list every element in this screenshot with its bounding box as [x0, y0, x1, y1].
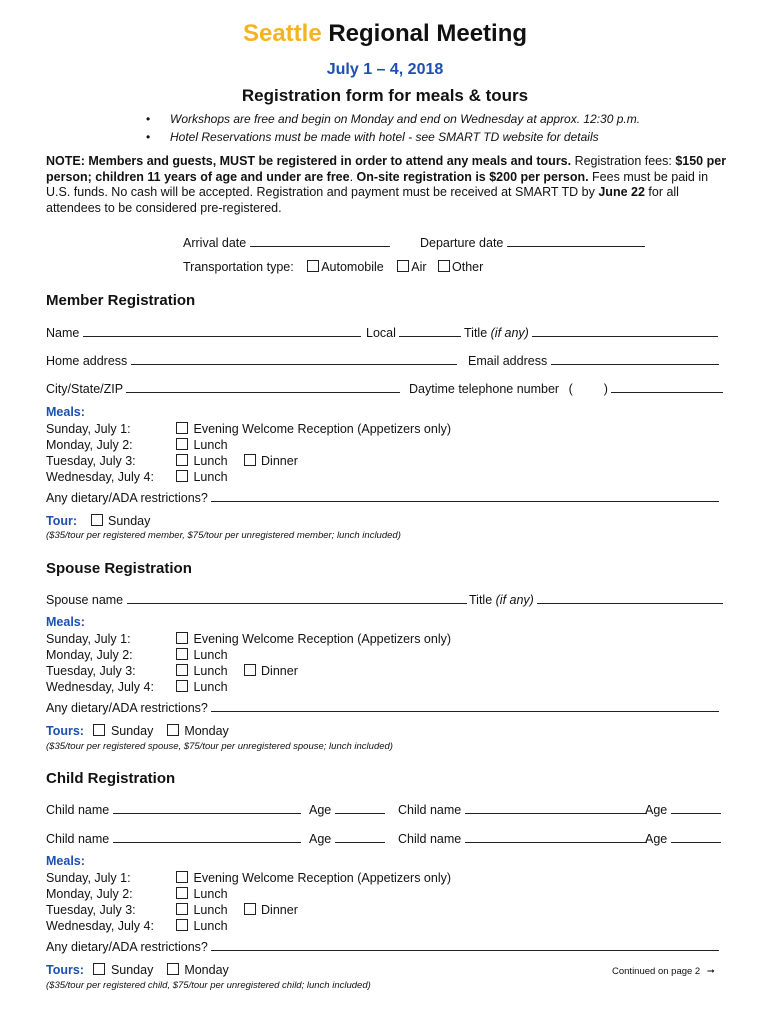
home-address-field: Home address — [46, 352, 457, 368]
child-age-input-1[interactable] — [335, 801, 385, 814]
spouse-meals-table: Sunday, July 1: Evening Welcome Reception (Appetizers only) Monday, July 2: Lunch Tuesday, July 3: Lunch Dinner Wednesday, July 4: Lunch — [46, 632, 452, 694]
transportation-field: Transportation type: Automobile Air Other — [183, 260, 484, 274]
member-meals-heading: Meals: — [46, 405, 85, 419]
spouse-name-field: Spouse name — [46, 591, 467, 607]
member-dietary-input[interactable] — [211, 489, 719, 502]
child-name-field-1: Child name — [46, 801, 301, 817]
form-subtitle: Registration form for meals & tours — [241, 86, 529, 105]
child-tour-monday-checkbox[interactable] — [167, 963, 179, 975]
spouse-tour-monday-checkbox[interactable] — [167, 724, 179, 736]
child-tour-sunday-checkbox[interactable] — [93, 963, 105, 975]
spouse-name-input[interactable] — [127, 591, 467, 604]
email-input[interactable] — [551, 352, 719, 365]
bullet-item: • Hotel Reservations must be made with hotel - see SMART TD website for details — [146, 130, 599, 144]
child-dietary-input[interactable] — [211, 938, 719, 951]
spouse-title-input[interactable] — [537, 591, 723, 604]
child-name-input-2[interactable] — [465, 801, 647, 814]
member-registration-heading: Member Registration — [46, 292, 196, 309]
member-title-field: Title (if any) — [464, 324, 718, 340]
info-bullets — [146, 110, 640, 146]
child-meals-table: Sunday, July 1: Evening Welcome Reception (Appetizers only) Monday, July 2: Lunch Tuesday, July 3: Lunch Dinner Wednesday, July 4: Lunch — [46, 871, 452, 933]
child-registration-heading: Child Registration — [46, 770, 176, 787]
city-state-zip-input[interactable] — [126, 380, 400, 393]
member-tuesday-dinner-checkbox[interactable] — [244, 454, 256, 466]
member-name-field: Name — [46, 324, 361, 340]
member-title-input[interactable] — [532, 324, 718, 337]
child-meals-heading: Meals: — [46, 854, 85, 868]
child-name-field-4: Child name — [398, 830, 647, 846]
child-tuesday-dinner-checkbox[interactable] — [244, 903, 256, 915]
spouse-tuesday-dinner-checkbox[interactable] — [244, 664, 256, 676]
child-monday-lunch-checkbox[interactable] — [176, 887, 188, 899]
spouse-dietary-field: Any dietary/ADA restrictions? — [46, 699, 719, 715]
member-local-field: Local — [366, 324, 461, 340]
home-address-input[interactable] — [131, 352, 457, 365]
email-field: Email address — [468, 352, 719, 368]
child-age-input-4[interactable] — [671, 830, 721, 843]
spouse-tours-row: Tours: Sunday Monday — [46, 724, 229, 738]
spouse-tuesday-lunch-checkbox[interactable] — [176, 664, 188, 676]
child-tuesday-lunch-checkbox[interactable] — [176, 903, 188, 915]
spouse-meals-heading: Meals: — [46, 615, 85, 629]
spouse-sunday-reception-checkbox[interactable] — [176, 632, 188, 644]
child-wednesday-lunch-checkbox[interactable] — [176, 919, 188, 931]
spouse-tour-note: ($35/tour per registered spouse, $75/tour per unregistered spouse; lunch included) — [46, 741, 393, 752]
spouse-wednesday-lunch-checkbox[interactable] — [176, 680, 188, 692]
spouse-registration-heading: Spouse Registration — [46, 560, 192, 577]
spouse-dietary-input[interactable] — [211, 699, 719, 712]
child-age-input-3[interactable] — [335, 830, 385, 843]
member-tuesday-lunch-checkbox[interactable] — [176, 454, 188, 466]
spouse-monday-lunch-checkbox[interactable] — [176, 648, 188, 660]
child-age-field-2: Age — [645, 801, 721, 817]
child-dietary-field: Any dietary/ADA restrictions? — [46, 938, 719, 954]
child-name-field-2: Child name — [398, 801, 647, 817]
member-dietary-field: Any dietary/ADA restrictions? — [46, 489, 719, 505]
child-age-field-3: Age — [309, 830, 385, 846]
child-age-field-4: Age — [645, 830, 721, 846]
child-tour-note: ($35/tour per registered child, $75/tour per unregistered child; lunch included) — [46, 980, 371, 991]
departure-date-input[interactable] — [507, 234, 645, 247]
member-tour-sunday-checkbox[interactable] — [91, 514, 103, 526]
departure-date-field: Departure date — [420, 234, 645, 250]
page-title: Seattle Regional Meeting — [242, 20, 528, 47]
child-name-field-3: Child name — [46, 830, 301, 846]
arrow-right-icon: ➞ — [706, 966, 715, 977]
member-meals-table: Sunday, July 1: Evening Welcome Reception (Appetizers only) Monday, July 2: Lunch Tuesday, July 3: Lunch Dinner Wednesday, July 4: Lunch — [46, 422, 452, 484]
air-checkbox[interactable] — [397, 260, 409, 272]
spouse-title-field: Title (if any) — [469, 591, 723, 607]
member-sunday-reception-checkbox[interactable] — [176, 422, 188, 434]
child-tours-row: Tours: Sunday Monday — [46, 963, 229, 977]
other-checkbox[interactable] — [438, 260, 450, 272]
member-tour-note: ($35/tour per registered member, $75/tour per unregistered member; lunch included) — [46, 530, 401, 541]
bullet-item: • Workshops are free and begin on Monday and end on Wednesday at approx. 12:30 p.m. — [146, 112, 641, 126]
registration-note: NOTE: Members and guests, MUST be registered in order to attend any meals and tours. Registration fees: $150 per person; children 11 years of age and under are free. On-site registration is $200 per person. Fees must be paid in U.S. funds. No cash will be accepted. Registration and payment must be received at SMART TD by June 22 for all attendees to be considered pre-registered. — [46, 154, 727, 215]
child-age-field-1: Age — [309, 801, 385, 817]
phone-number-input[interactable] — [611, 380, 723, 393]
city-state-zip-field: City/State/ZIP — [46, 380, 400, 396]
automobile-checkbox[interactable] — [307, 260, 319, 272]
child-sunday-reception-checkbox[interactable] — [176, 871, 188, 883]
member-wednesday-lunch-checkbox[interactable] — [176, 470, 188, 482]
member-monday-lunch-checkbox[interactable] — [176, 438, 188, 450]
child-name-input-4[interactable] — [465, 830, 647, 843]
child-name-input-1[interactable] — [113, 801, 301, 814]
daytime-phone-field: Daytime telephone number ( ) — [409, 380, 723, 396]
child-age-input-2[interactable] — [671, 801, 721, 814]
arrival-date-field: Arrival date — [183, 234, 390, 250]
event-dates: July 1 – 4, 2018 — [326, 61, 444, 78]
member-name-input[interactable] — [83, 324, 361, 337]
member-local-input[interactable] — [399, 324, 461, 337]
child-name-input-3[interactable] — [113, 830, 301, 843]
spouse-tour-sunday-checkbox[interactable] — [93, 724, 105, 736]
member-tour-row: Tour: Sunday — [46, 514, 151, 528]
arrival-date-input[interactable] — [250, 234, 390, 247]
continued-footer: Continued on page 2 ➞ — [612, 966, 715, 977]
